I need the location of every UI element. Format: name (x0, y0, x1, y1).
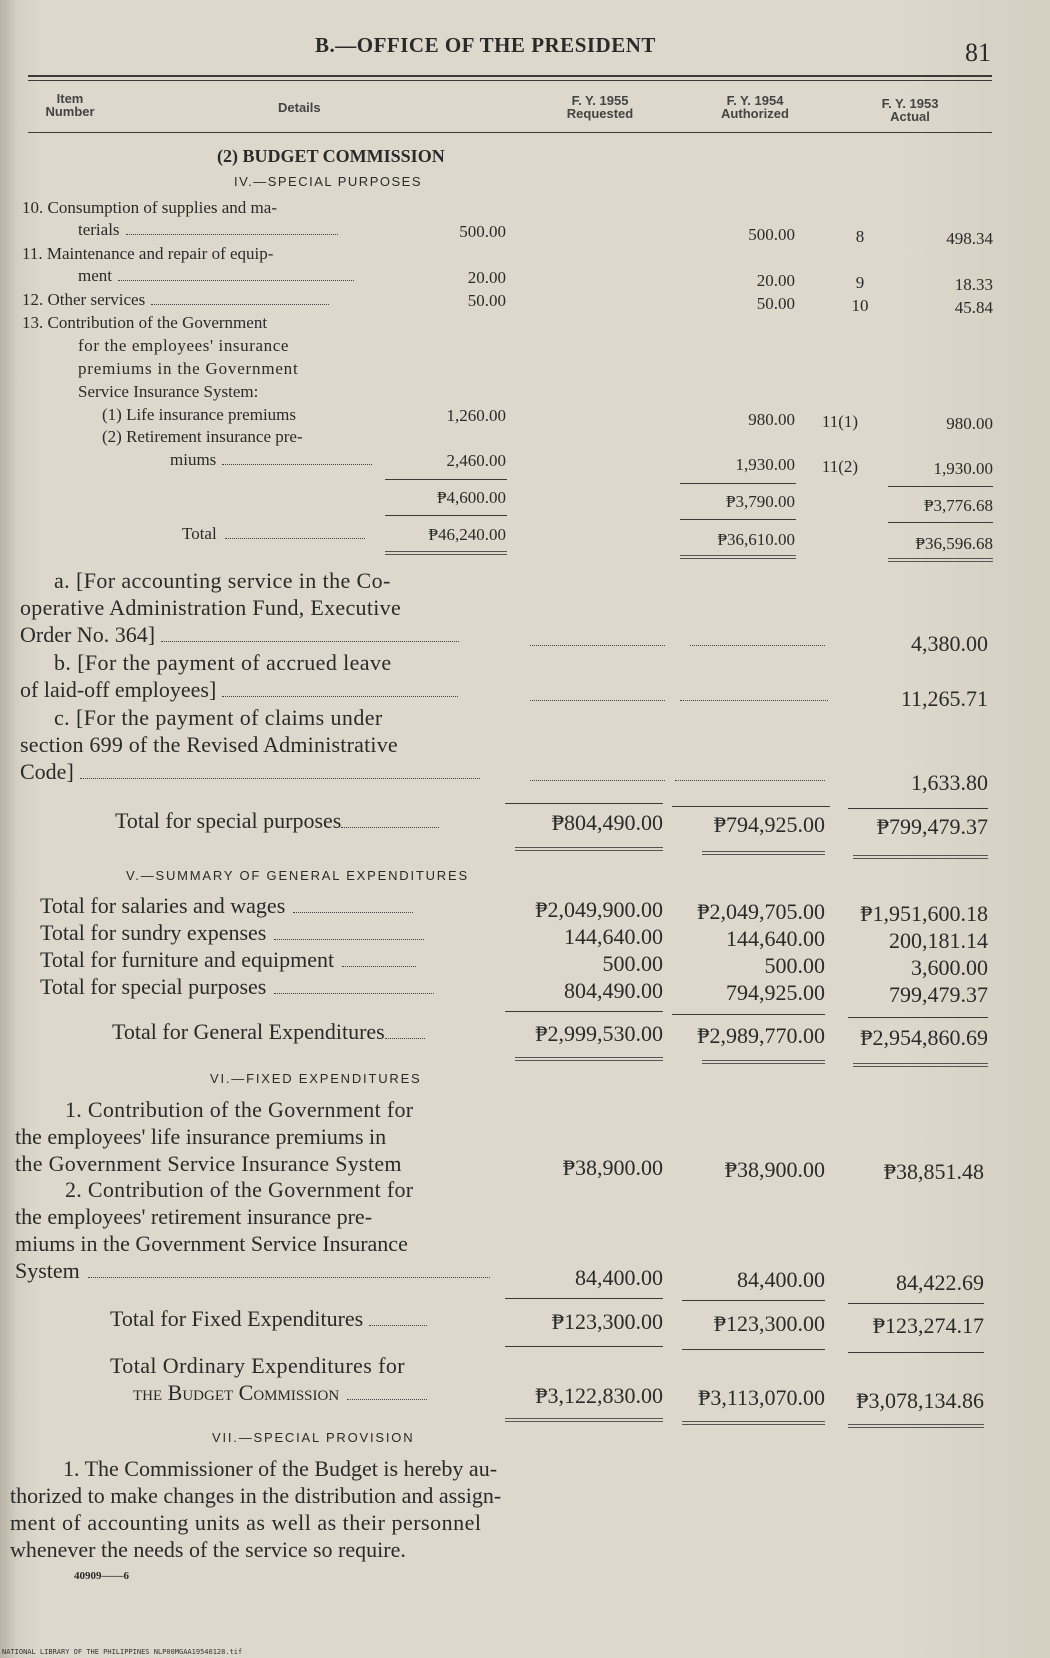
fixed-item-1-actual: ₱38,851.48 (883, 1159, 984, 1184)
summary-row-4-label: Total for special purposes (40, 974, 267, 999)
item-13-2-number: 11(2) (821, 457, 859, 476)
summary-row-1-actual: ₱1,951,600.18 (860, 901, 988, 926)
fixed-total-label: Total for Fixed Expenditures (110, 1306, 364, 1331)
item-13-line1: 13. Contribution of the Government (22, 313, 268, 332)
general-total-authorized: ₱2,989,770.00 (697, 1023, 825, 1048)
para-b-actual: 11,265.71 (900, 686, 988, 711)
subtotal-requested: ₱4,600.00 (437, 488, 506, 507)
fixed-item-1-line2: the employees' life insurance premiums in (15, 1124, 387, 1149)
item-13-2-actual: 1,930.00 (933, 459, 993, 478)
fixed-item-1-line3: the Government Service Insurance System (15, 1151, 402, 1176)
page-title: B.—OFFICE OF THE PRESIDENT (315, 33, 656, 57)
item-12-actual: 45.84 (954, 298, 993, 317)
provision-line2: thorized to make changes in the distribution and assign- (10, 1483, 502, 1508)
subtotal-actual: ₱3,776.68 (924, 496, 993, 515)
special-purposes-heading: IV.—SPECIAL PURPOSES (234, 174, 422, 189)
fixed-item-1-line1: 1. Contribution of the Government for (65, 1097, 414, 1122)
item-12-number: 10 (851, 296, 869, 315)
total-label: Total (182, 524, 217, 543)
scan-footer: NATIONAL LIBRARY OF THE PHILIPPINES NLP00MGAA19540128.tif (2, 1648, 243, 1656)
item-13-1-number: 11(1) (821, 412, 859, 431)
ordinary-total-line1: Total Ordinary Expenditures for (110, 1353, 405, 1378)
fixed-item-2-line3: miums in the Government Service Insurance (15, 1231, 408, 1256)
general-total-label: Total for General Expenditures (112, 1019, 385, 1044)
total-authorized: ₱36,610.00 (717, 530, 795, 549)
para-a-line2: operative Administration Fund, Executive (20, 595, 402, 620)
item-13-line3: premiums in the Government (78, 359, 299, 378)
item-12-authorized: 50.00 (756, 294, 795, 313)
fixed-total-requested: ₱123,300.00 (551, 1309, 663, 1334)
summary-row-3-label: Total for furniture and equipment (40, 947, 335, 972)
summary-row-4-authorized: 794,925.00 (726, 980, 825, 1005)
item-10-requested: 500.00 (459, 222, 506, 241)
item-10-actual: 498.34 (946, 229, 993, 248)
item-13-2-requested: 2,460.00 (446, 451, 506, 470)
provision-line4: whenever the needs of the service so require. (10, 1537, 406, 1562)
summary-row-1-authorized: ₱2,049,705.00 (697, 899, 825, 924)
total-special-authorized: ₱794,925.00 (713, 812, 825, 837)
item-11-requested: 20.00 (467, 268, 506, 287)
provision-line1: 1. The Commissioner of the Budget is hereby au- (63, 1456, 498, 1481)
para-a-line3: Order No. 364] (20, 622, 156, 647)
column-header-fy1954: F. Y. 1954 Authorized (721, 93, 789, 121)
fixed-item-2-line1: 2. Contribution of the Government for (65, 1177, 414, 1202)
fixed-item-2-requested: 84,400.00 (575, 1265, 663, 1290)
summary-row-1-requested: ₱2,049,900.00 (535, 897, 663, 922)
summary-row-3-actual: 3,600.00 (911, 955, 988, 980)
fixed-heading: VI.—FIXED EXPENDITURES (210, 1071, 422, 1086)
ordinary-total-authorized: ₱3,113,070.00 (698, 1385, 825, 1410)
fixed-item-1-authorized: ₱38,900.00 (724, 1157, 825, 1182)
fixed-total-authorized: ₱123,300.00 (713, 1311, 825, 1336)
item-13-1-label: (1) Life insurance premiums (102, 405, 297, 424)
item-11-line1: 11. Maintenance and repair of equip- (22, 244, 274, 263)
summary-row-3-authorized: 500.00 (764, 953, 825, 978)
para-b-line2: of laid-off employees] (20, 677, 217, 702)
ordinary-total-line2: the Budget Commission (133, 1380, 340, 1405)
subtotal-authorized: ₱3,790.00 (726, 492, 795, 511)
item-10-line1: 10. Consumption of supplies and ma- (22, 198, 277, 217)
item-11-number: 9 (855, 273, 865, 292)
total-special-label: Total for special purposes (115, 808, 342, 833)
summary-row-2-authorized: 144,640.00 (726, 926, 825, 951)
summary-row-3-requested: 500.00 (602, 951, 663, 976)
item-11-actual: 18.33 (954, 275, 993, 294)
column-header-fy1953: F. Y. 1953 Actual (881, 96, 939, 124)
para-a-line1: a. [For accounting service in the Co- (54, 568, 391, 593)
summary-row-1-label: Total for salaries and wages (40, 893, 286, 918)
item-10-authorized: 500.00 (748, 225, 795, 244)
item-10-line2: terials (78, 220, 120, 239)
item-13-1-requested: 1,260.00 (446, 406, 506, 425)
column-header-details: Details (278, 100, 321, 115)
fixed-total-actual: ₱123,274.17 (872, 1313, 984, 1338)
para-c-line2: section 699 of the Revised Administrative (20, 732, 398, 757)
fixed-item-2-authorized: 84,400.00 (737, 1267, 825, 1292)
item-11-authorized: 20.00 (756, 271, 795, 290)
item-13-2-line1: (2) Retirement insurance pre- (102, 427, 303, 446)
item-13-line4: Service Insurance System: (78, 382, 259, 401)
summary-row-4-requested: 804,490.00 (564, 978, 663, 1003)
fixed-item-1-requested: ₱38,900.00 (562, 1155, 663, 1180)
fixed-item-2-actual: 84,422.69 (896, 1270, 984, 1295)
item-12-label: 12. Other services (22, 290, 146, 309)
ordinary-total-actual: ₱3,078,134.86 (856, 1388, 984, 1413)
item-13-2-line2: miums (170, 450, 217, 469)
column-header-fy1955: F. Y. 1955 Requested (566, 93, 634, 121)
summary-row-2-label: Total for sundry expenses (40, 920, 267, 945)
para-c-actual: 1,633.80 (911, 770, 988, 795)
total-special-actual: ₱799,479.37 (876, 814, 988, 839)
column-header-item-number: Item Number (45, 91, 95, 119)
item-12-requested: 50.00 (467, 291, 506, 310)
summary-row-2-requested: 144,640.00 (564, 924, 663, 949)
ordinary-total-requested: ₱3,122,830.00 (535, 1383, 663, 1408)
item-13-1-authorized: 980.00 (748, 410, 795, 429)
fixed-item-2-line4: System (15, 1258, 80, 1283)
para-a-actual: 4,380.00 (911, 631, 988, 656)
total-actual: ₱36,596.68 (915, 534, 993, 553)
total-requested: ₱46,240.00 (428, 525, 506, 544)
item-13-line2: for the employees' insurance (78, 336, 290, 355)
fixed-item-2-line2: the employees' retirement insurance pre- (15, 1204, 373, 1229)
summary-row-2-actual: 200,181.14 (889, 928, 988, 953)
item-13-2-authorized: 1,930.00 (735, 455, 795, 474)
section-title: (2) BUDGET COMMISSION (217, 146, 445, 166)
item-13-1-actual: 980.00 (946, 414, 993, 433)
provision-heading: VII.—SPECIAL PROVISION (212, 1430, 415, 1445)
para-c-line3: Code] (20, 759, 74, 784)
total-special-requested: ₱804,490.00 (551, 810, 663, 835)
general-total-actual: ₱2,954,860.69 (860, 1025, 988, 1050)
para-c-line1: c. [For the payment of claims under (54, 705, 383, 730)
summary-heading: V.—SUMMARY OF GENERAL EXPENDITURES (126, 868, 469, 883)
general-total-requested: ₱2,999,530.00 (535, 1021, 663, 1046)
page-number: 81 (965, 38, 991, 67)
item-10-number: 8 (855, 227, 865, 246)
item-11-line2: ment (78, 266, 112, 285)
provision-line3: ment of accounting units as well as their personnel (10, 1510, 482, 1535)
print-code: 40909——6 (74, 1570, 129, 1582)
summary-row-4-actual: 799,479.37 (889, 982, 988, 1007)
para-b-line1: b. [For the payment of accrued leave (54, 650, 392, 675)
